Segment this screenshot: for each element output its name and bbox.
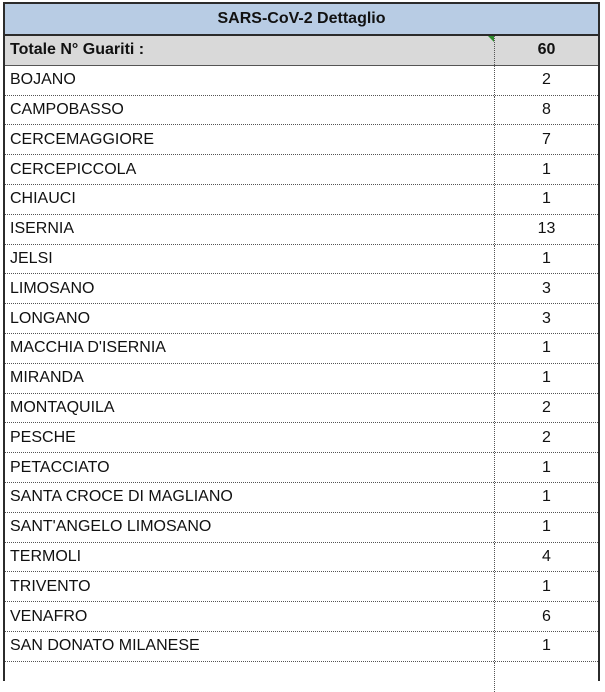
total-label-text: Totale N° Guariti : <box>10 41 145 59</box>
table-row[interactable] <box>5 453 598 483</box>
spreadsheet-table <box>3 2 600 681</box>
table-row[interactable] <box>5 394 598 424</box>
table-row[interactable] <box>5 632 598 662</box>
recovered-count: 2 <box>542 398 551 416</box>
recovered-count: 2 <box>542 71 551 89</box>
recovered-count: 6 <box>542 607 551 625</box>
town-name: ISERNIA <box>5 215 495 244</box>
town-name: VENAFRO <box>5 602 495 631</box>
total-label <box>5 36 495 65</box>
town-name: MIRANDA <box>5 364 495 393</box>
town-name: BOJANO <box>5 66 495 95</box>
town-name: MONTAQUILA <box>5 394 495 423</box>
recovered-count: 8 <box>542 100 551 118</box>
table-row[interactable] <box>5 185 598 215</box>
recovered-count: 1 <box>542 518 551 536</box>
recovered-count: 1 <box>542 577 551 595</box>
table-row[interactable] <box>5 543 598 573</box>
empty-cell <box>495 662 598 692</box>
town-name: PETACCIATO <box>5 453 495 482</box>
total-row[interactable] <box>5 36 598 66</box>
recovered-count: 3 <box>542 279 551 297</box>
table-row[interactable] <box>5 423 598 453</box>
town-name: TRIVENTO <box>5 572 495 601</box>
table-row[interactable] <box>5 304 598 334</box>
town-name: SAN DONATO MILANESE <box>5 632 495 661</box>
table-row[interactable] <box>5 602 598 632</box>
town-name: SANT'ANGELO LIMOSANO <box>5 513 495 542</box>
recovered-count: 1 <box>542 637 551 655</box>
table-body <box>5 36 598 692</box>
table-row[interactable] <box>5 483 598 513</box>
recovered-count: 1 <box>542 160 551 178</box>
table-row[interactable] <box>5 125 598 155</box>
town-name: LONGANO <box>5 304 495 333</box>
recovered-count: 1 <box>542 369 551 387</box>
recovered-count: 1 <box>542 190 551 208</box>
empty-cell <box>5 662 495 692</box>
town-name: LIMOSANO <box>5 274 495 303</box>
recovered-count: 1 <box>542 339 551 357</box>
town-name: PESCHE <box>5 423 495 452</box>
town-name: CHIAUCI <box>5 185 495 214</box>
table-row[interactable] <box>5 572 598 602</box>
table-row[interactable] <box>5 155 598 185</box>
recovered-count: 13 <box>537 220 556 238</box>
table-row[interactable] <box>5 513 598 543</box>
table-row[interactable] <box>5 245 598 275</box>
table-row[interactable] <box>5 66 598 96</box>
town-name: CAMPOBASSO <box>5 96 495 125</box>
town-name: JELSI <box>5 245 495 274</box>
town-name: SANTA CROCE DI MAGLIANO <box>5 483 495 512</box>
table-row[interactable] <box>5 334 598 364</box>
recovered-count: 3 <box>542 309 551 327</box>
recovered-count: 2 <box>542 428 551 446</box>
town-name: TERMOLI <box>5 543 495 572</box>
table-row[interactable] <box>5 274 598 304</box>
table-row[interactable] <box>5 96 598 126</box>
recovered-count: 7 <box>542 130 551 148</box>
table-row[interactable] <box>5 215 598 245</box>
cell-comment-indicator-icon <box>488 36 495 43</box>
empty-row[interactable] <box>5 662 598 692</box>
recovered-count: 1 <box>542 458 551 476</box>
table-row[interactable] <box>5 364 598 394</box>
town-name: CERCEMAGGIORE <box>5 125 495 154</box>
table-title: SARS-CoV-2 Dettaglio <box>5 2 598 36</box>
recovered-count: 1 <box>542 249 551 267</box>
recovered-count: 1 <box>542 488 551 506</box>
town-name: CERCEPICCOLA <box>5 155 495 184</box>
recovered-count: 4 <box>542 547 551 565</box>
total-value: 60 <box>537 41 556 59</box>
town-name: MACCHIA D'ISERNIA <box>5 334 495 363</box>
